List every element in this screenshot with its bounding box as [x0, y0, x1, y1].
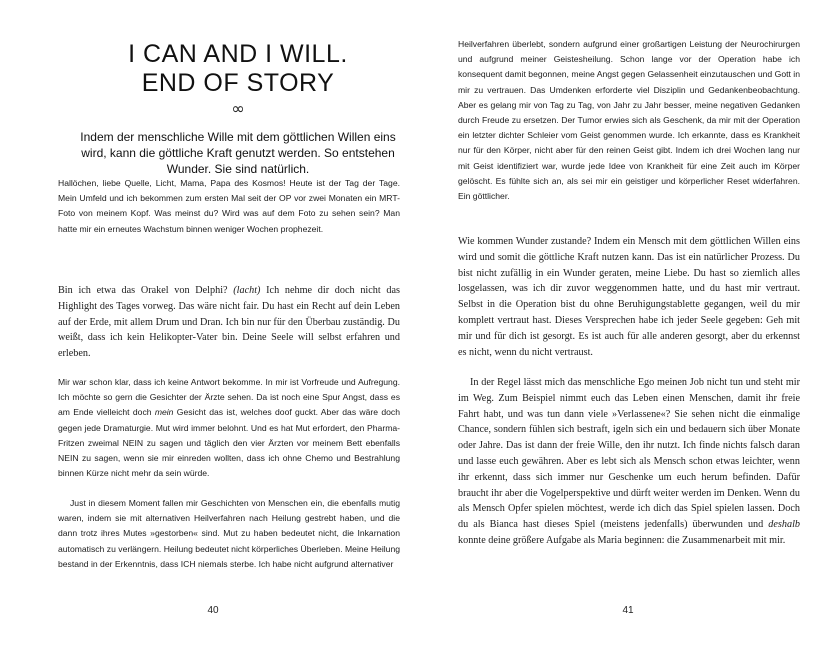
- paragraph-4: Just in diesem Moment fallen mir Geschichten von Menschen ein, die ebenfalls mutig waren, indem sie mit alternativen Heilverfahren nach Heilung gestrebt haben, und die dann trotz ihres Mutes »gestorben« sind. Mut zu haben bedeutet nicht, die Inkarnation automatisch zu verlängern. Heilung bedeutet nicht körperliches Überleben. Meine Heilung bestand in der Erkenntnis, dass ICH niemals sterbe. Ich habe nicht aufgrund alternativer: [58, 498, 400, 569]
- chapter-title-line-1: I CAN AND I WILL.: [128, 40, 348, 68]
- paragraph-6: Wie kommen Wunder zustande? Indem ein Mensch mit dem göttlichen Willen eins wird und somit die göttliche Kraft nutzen kann. Das ist ein natürlicher Prozess. Du bist nicht zufällig in ein Wunder geraten, meine Liebe. Du hast so ziemlich alles losgelassen, was ich dir zuvor weggenommen hatte, und du hast mir vertraut. Selbst in die Operation bist du ohne Beruhigungstablette gegangen, weil du mir komplett vertraut hast. Dieses Versprechen habe ich jeder Seele gegeben: Geh mit mir und für dich ist gesorgt. Es ist auch für alle anderen gesorgt, aber du erkennst es nicht, wenn du nicht vertraust.: [458, 236, 800, 358]
- infinity-ornament-icon: ∞: [231, 99, 245, 118]
- paragraph-7-text-b: konnte deine größere Aufgabe als Maria beginnen: die Zusammenarbeit mit mir.: [458, 534, 786, 546]
- paragraph-5: Heilverfahren überlebt, sondern aufgrund einer großartigen Leistung der Neurochirurgen und aufgrund meiner Geistesheilung. Schon lange vor der Operation habe ich konsequent damit begonnen, meine Angst gegen Gelassenheit einzutauschen und Gott in mir zu vertrauen. Das Umdenken erforderte viel Disziplin und Gedankenbeobachtung. Aber es gelang mir von Tag zu Tag, von Jahr zu Jahr besser, meine negativen Gedanken durch Freude zu ersetzen. Der Tumor erwies sich als Geschenk, da mir mit der Operation ein letzter dichter Schleier vom Geist genommen wurde. Ich erkannte, dass es Krankheit nur für den Körper, nicht aber für den reinen Geist gibt. Indem ich drei Wochen lang nur mit Geist identifiziert war, wurde jede Idee von Krankheit für eine Zeit auch im Körper gelöscht. Es fühlte sich an, als sei mir ein geistiger und körperlicher Reset widerfahren. Ein göttlicher.: [458, 39, 800, 202]
- chapter-intro: Indem der menschliche Wille mit dem göttlichen Willen eins wird, kann die göttliche Kraft genutzt werden. So entstehen Wunder. Sie sind natürlich.: [80, 130, 396, 176]
- paragraph-1: Hallöchen, liebe Quelle, Licht, Mama, Papa des Kosmos! Heute ist der Tag der Tage. Mein Umfeld und ich bekommen zum ersten Mal seit der OP vor zwei Monaten ein MRT-Foto von meinem Kopf. Was meinst du? Wird was auf dem Foto zu sehen sein? Man hatte mir ein erneutes Wachstum binnen weniger Wochen prophezeit.: [58, 178, 400, 234]
- paragraph-7-text-a: In der Regel lässt mich das menschliche Ego meinen Job nicht tun und steht mir im Weg. Zum Beispiel nimmt euch das Leben einen Menschen, damit ihr freie Fahrt habt, und was tun dann viele »Verlassene«? Sie sehen nicht die einmalige Chance, sondern fühlen sich bestraft, igeln sich ein und bedauern sich über Monate oder Jahre. Das ist dann der freie Wille, den ihr nutzt. Ich finde nichts falsch daran und lasse euch gewähren. Aber es lebt sich als Mensch schon etwas leichter, wenn ihr erkennt, dass sich immer nur Geschenke um euch herum befinden. Dafür braucht ihr aber die Vogelperspektive und dürft weiter werden im Denken. Wenn du als Mensch Opfer spielen möchtest, werde ich dich das Spiel spielen lassen. Doch du als Bianca hast dieses Spiel (meistens jedenfalls) überwunden und: [458, 377, 800, 531]
- paragraph-2-text-a: Bin ich etwa das Orakel von Delphi?: [58, 285, 234, 296]
- paragraph-7-italic: deshalb: [768, 519, 800, 531]
- chapter-title: [60, 40, 416, 98]
- paragraph-2-text-b: Ich nehme dir doch nicht das Highlight des Tages vorweg. Das wäre nicht fair. Du hast ein Recht auf dein Leben auf der Erde, mit allem Drum und Dran. Ich bin nur für den Überbau zuständig. Du weißt, dass ich kein Helikopter-Vater bin. Deine Seele will selbst erfahren und erleben.: [58, 285, 400, 360]
- paragraph-7: [458, 375, 800, 549]
- paragraph-2: [58, 283, 400, 362]
- paragraph-3-italic: mein: [154, 407, 174, 418]
- chapter-title-line-2: END OF STORY: [141, 69, 335, 97]
- paragraph-3-text-b: Gesicht das ist, welches doof guckt. Aber das wäre doch gegen jede Dramaturgie. Mut wird immer belohnt. Und es hat Mut erfordert, den Pharma-Fritzen zweimal NEIN zu sagen und täglich den vier Ärzten vor meinem Bett ebenfalls NEIN zu sagen, wenn sie mir einreden wollten, dass ich ohne Chemo und Bestrahlung binnen Kürze nicht mehr da sein würde.: [58, 407, 400, 479]
- paragraph-3-text-a: Mir war schon klar, dass ich keine Antwort bekomme. In mir ist Vorfreude und Aufregung. Ich möchte so gern die Gesichter der Ärzte sehen. Da ist noch eine Spur Angst, dass es am Ende vielleicht doch: [58, 377, 400, 418]
- page-number-right: 41: [622, 605, 634, 616]
- page-number-left: 40: [207, 605, 219, 616]
- paragraph-2-italic: (lacht): [233, 285, 261, 296]
- right-page: [416, 0, 833, 648]
- left-page: [0, 0, 416, 648]
- paragraph-3: [58, 375, 400, 481]
